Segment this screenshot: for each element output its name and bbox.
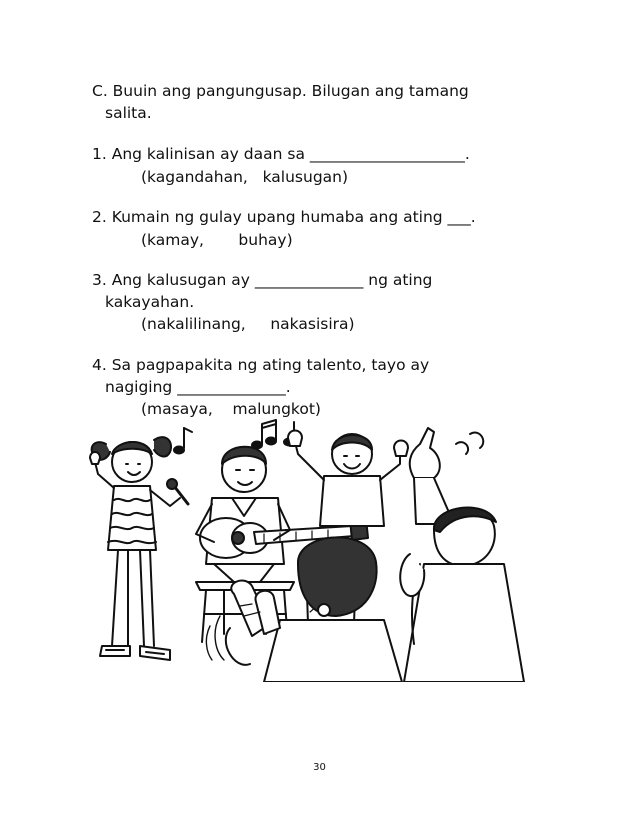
question-2-text: 2. Kumain ng gulay upang humaba ang ating ___.: [92, 208, 476, 226]
question-3-options: (nakalilinang, nakasisira): [141, 315, 355, 333]
question-4-options: (masaya, malungkot): [141, 400, 321, 418]
girl-singer-figure: [90, 437, 188, 660]
instructions-line-1: C. Buuin ang pangungusap. Bilugan ang tamang: [92, 82, 469, 100]
question-1: [92, 143, 470, 165]
question-4: [92, 354, 429, 398]
question-2: [92, 206, 476, 228]
question-4-continuation: nagiging ______________.: [105, 378, 291, 396]
question-1-options: (kagandahan, kalusugan): [141, 168, 349, 186]
page-number: 30: [313, 762, 326, 773]
question-4-text: 4. Sa pagpapakita ng ating talento, tayo ay: [92, 356, 430, 374]
question-3-text: 3. Ang kalusugan ay ______________ ng ating: [92, 271, 433, 289]
question-3-continuation: kakayahan.: [105, 293, 195, 311]
boy-cheering-figure: [288, 431, 408, 527]
instructions-line-2: salita.: [105, 104, 152, 122]
music-performance-illustration: [84, 414, 562, 682]
question-1-text: 1. Ang kalinisan ay daan sa ____________________.: [92, 145, 470, 163]
question-3: [92, 269, 432, 313]
instructions: [92, 80, 469, 124]
question-2-options: (kamay, buhay): [141, 231, 293, 249]
